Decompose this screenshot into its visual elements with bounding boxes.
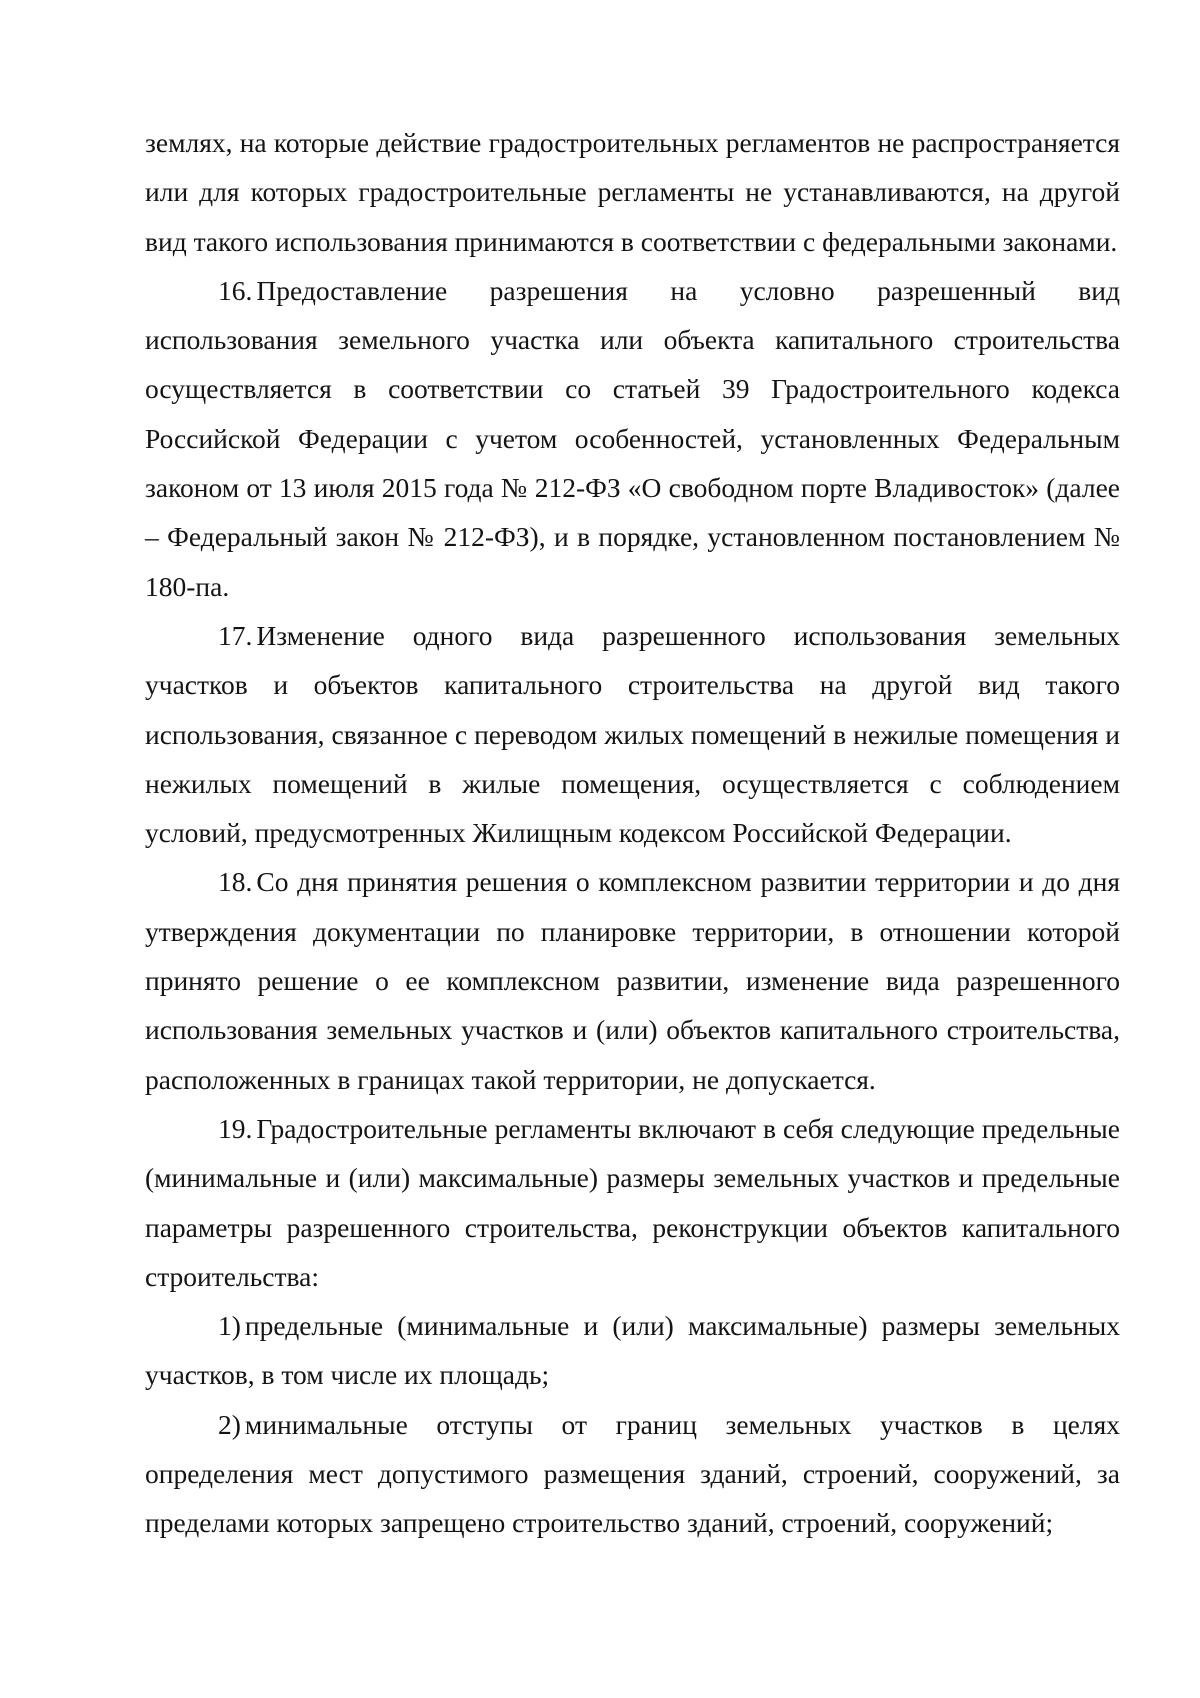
paragraph-text: Градостроительные регламенты включают в себя следующие предельные (минимальные и (или) максимальные) размеры земельных участков и предельные параметры разрешенного строительства, реконструкции объектов капитального строительства: <box>145 1112 1120 1292</box>
paragraph-16 <box>145 266 1120 611</box>
paragraph-number: 17. <box>218 619 253 651</box>
paragraph-text: Изменение одного вида разрешенного использования земельных участков и объектов капитального строительства на другой вид такого использования, связанное с переводом жилых помещений в нежилые помещения и нежилых помещений в жилые помещения, осуществляется с соблюдением условий, предусмотренных Жилищным кодексом Российской Федерации. <box>145 619 1120 849</box>
list-item-number: 2) <box>218 1408 241 1440</box>
paragraph-text: Со дня принятия решения о комплексном развитии территории и до дня утверждения документации по планировке территории, в отношении которой принято решение о ее комплексном развитии, изменение вида разрешенного использования земельных участков и (или) объектов капитального строительства, расположенных в границах такой территории, не допускается. <box>145 866 1120 1095</box>
list-item-1 <box>145 1301 1120 1400</box>
paragraph-number: 19. <box>218 1112 253 1144</box>
paragraph-text: Предоставление разрешения на условно разрешенный вид использования земельного участка или объекта капитального строительства осуществляется в соответствии со статьей 39 Градостроительного кодекса Российской Федерации с учетом особенностей, установленных Федеральным законом от 13 июля 2015 года № 212-ФЗ «О свободном порте Владивосток» (далее – Федеральный закон № 212-ФЗ), и в порядке, установленном постановлением № 180-па. <box>145 274 1120 602</box>
list-item-text: предельные (минимальные и (или) максимальные) размеры земельных участков, в том числе их площадь; <box>145 1310 1120 1391</box>
document-page <box>145 118 1120 1548</box>
paragraph-17 <box>145 611 1120 857</box>
paragraph-number: 18. <box>218 866 253 898</box>
list-item-2 <box>145 1400 1120 1548</box>
paragraph-text: землях, на которые действие градостроительных регламентов не распространяется или для которых градостроительные регламенты не устанавливаются, на другой вид такого использования принимаются в соответствии с федеральными законами. <box>145 127 1120 257</box>
list-item-number: 1) <box>218 1310 241 1342</box>
paragraph-number: 16. <box>218 274 253 306</box>
paragraph-19 <box>145 1104 1120 1301</box>
list-item-text: минимальные отступы от границ земельных участков в целях определения мест допустимого размещения зданий, строений, сооружений, за пределами которых запрещено строительство зданий, строений, сооружений; <box>145 1408 1120 1539</box>
paragraph-continuation <box>145 118 1120 266</box>
paragraph-18 <box>145 857 1120 1103</box>
